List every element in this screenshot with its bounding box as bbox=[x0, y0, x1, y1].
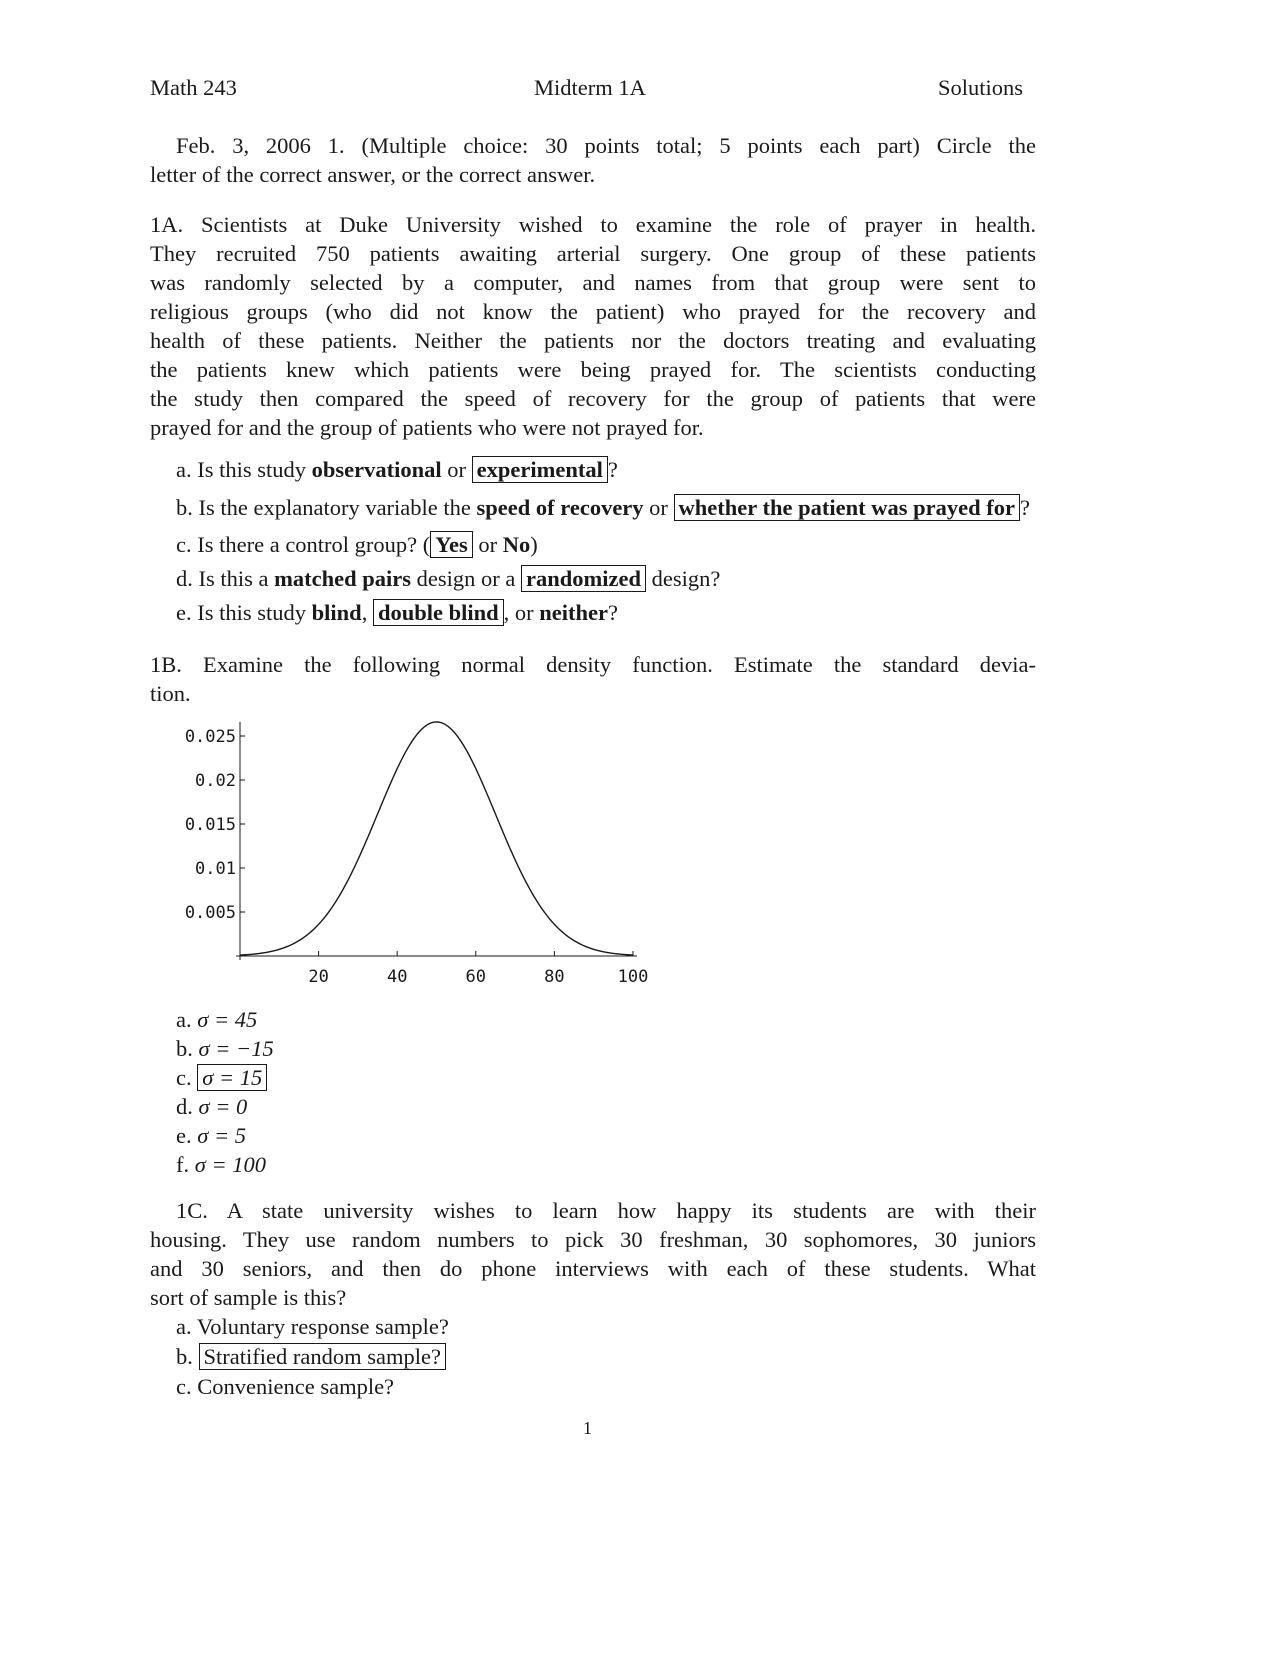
item-text: design? bbox=[645, 566, 721, 591]
choice-label: d. bbox=[176, 1094, 193, 1119]
x-tick-label: 40 bbox=[386, 967, 408, 987]
option-matched-pairs: matched pairs bbox=[274, 566, 411, 591]
choice-c bbox=[176, 1063, 274, 1092]
choice-label: b. bbox=[176, 1344, 193, 1369]
page-number: 1 bbox=[583, 1418, 592, 1438]
item-text: ) bbox=[530, 532, 538, 557]
choice-label: b. bbox=[176, 1036, 193, 1061]
answer-stratified: Stratified random sample? bbox=[199, 1343, 446, 1370]
item-text: or bbox=[441, 457, 472, 482]
q1a-line: health of these patients. Neither the patients nor the doctors treating and evaluating bbox=[150, 328, 1036, 353]
item-text: or bbox=[472, 532, 503, 557]
choice-value: Convenience sample? bbox=[197, 1374, 395, 1399]
choice-b bbox=[176, 1034, 274, 1063]
item-text: design or a bbox=[411, 566, 521, 591]
y-tick-label: 0.025 bbox=[184, 727, 236, 747]
q1a-line: the patients knew which patients were being prayed for. The scientists conducting bbox=[150, 357, 1036, 382]
item-text: ? bbox=[608, 600, 618, 625]
q1a-item-e bbox=[176, 598, 618, 627]
x-tick-label: 80 bbox=[544, 967, 565, 987]
choice-value: σ = 45 bbox=[197, 1007, 258, 1032]
course-label: Math 243 bbox=[150, 75, 237, 100]
choice-value: σ = 100 bbox=[194, 1152, 267, 1177]
item-text: c. Is there a control group? ( bbox=[176, 532, 431, 557]
y-tick-label: 0.02 bbox=[195, 771, 236, 791]
answer-randomized: randomized bbox=[521, 565, 646, 592]
choice-value: σ = −15 bbox=[198, 1036, 274, 1061]
choice-voluntary bbox=[176, 1312, 449, 1342]
choice-convenience bbox=[176, 1372, 449, 1402]
x-axis bbox=[236, 951, 648, 987]
choice-label: e. bbox=[176, 1123, 192, 1148]
q1a-line: the study then compared the speed of recovery for the group of patients that were bbox=[150, 386, 1036, 411]
choice-label: a. bbox=[176, 1314, 192, 1339]
item-text: b. Is the explanatory variable the bbox=[176, 495, 477, 520]
q1a-line: 1A. Scientists at Duke University wished to examine the role of prayer in health. bbox=[150, 212, 1036, 237]
q1a-line: was randomly selected by a computer, and names from that group were sent to bbox=[150, 270, 1036, 295]
intro-paragraph bbox=[150, 131, 1036, 189]
option-blind: blind bbox=[311, 600, 362, 625]
choice-label: c. bbox=[176, 1374, 192, 1399]
x-tick-label: 100 bbox=[617, 967, 649, 987]
item-text: e. Is this study bbox=[176, 600, 312, 625]
item-text: d. Is this a bbox=[176, 566, 275, 591]
y-tick-label: 0.01 bbox=[195, 859, 236, 879]
q1c-choices bbox=[176, 1312, 449, 1402]
density-curve bbox=[240, 722, 633, 955]
choice-d bbox=[176, 1092, 274, 1121]
option-no: No bbox=[502, 532, 531, 557]
y-axis bbox=[185, 722, 245, 960]
q1a-line: religious groups (who did not know the patient) who prayed for the recovery and bbox=[150, 299, 1036, 324]
choice-e bbox=[176, 1121, 274, 1150]
q1b-choices bbox=[176, 1005, 274, 1179]
choice-value: σ = 0 bbox=[198, 1094, 248, 1119]
choice-a bbox=[176, 1005, 274, 1034]
choice-stratified bbox=[176, 1342, 449, 1372]
intro-line: letter of the correct answer, or the correct answer. bbox=[150, 162, 596, 187]
q1c-line: housing. They use random numbers to pick 30 freshman, 30 sophomores, 30 juniors bbox=[150, 1227, 1036, 1252]
q1a-item-a bbox=[176, 455, 618, 484]
answer-sigma-15: σ = 15 bbox=[197, 1064, 267, 1091]
answer-yes: Yes bbox=[430, 531, 473, 558]
item-text: , or bbox=[503, 600, 540, 625]
x-tick-label: 60 bbox=[465, 967, 487, 987]
exam-title: Midterm 1A bbox=[534, 75, 646, 100]
y-tick-label: 0.015 bbox=[184, 815, 236, 835]
q1b-line: tion. bbox=[150, 681, 191, 706]
q1a-line: prayed for and the group of patients who were not prayed for. bbox=[150, 415, 704, 440]
item-text: ? bbox=[1019, 495, 1030, 520]
item-text: , bbox=[361, 600, 373, 625]
option-speed-of-recovery: speed of recovery bbox=[476, 495, 644, 520]
x-tick-label: 20 bbox=[308, 967, 329, 987]
choice-label: a. bbox=[176, 1007, 192, 1032]
answer-double-blind: double blind bbox=[373, 599, 504, 626]
q1c-line: 1C. A state university wishes to learn how happy its students are with their bbox=[176, 1198, 1036, 1223]
item-text: ? bbox=[607, 457, 618, 482]
option-neither: neither bbox=[539, 600, 608, 625]
solutions-label: Solutions bbox=[938, 75, 1024, 100]
q1b-line: 1B. Examine the following normal density function. Estimate the standard devia- bbox=[150, 652, 1036, 677]
option-observational: observational bbox=[311, 457, 442, 482]
choice-label: f. bbox=[176, 1152, 190, 1177]
choice-label: c. bbox=[176, 1065, 192, 1090]
intro-line: Feb. 3, 2006 1. (Multiple choice: 30 points total; 5 points each part) Circle the bbox=[176, 133, 1036, 158]
choice-f bbox=[176, 1150, 274, 1179]
item-text: or bbox=[643, 495, 674, 520]
q1a-item-c bbox=[176, 530, 538, 559]
choice-value: σ = 5 bbox=[197, 1123, 247, 1148]
normal-density-chart bbox=[170, 700, 670, 1000]
q1a-line: They recruited 750 patients awaiting arterial surgery. One group of these patients bbox=[150, 241, 1036, 266]
q1c-line: sort of sample is this? bbox=[150, 1285, 347, 1310]
answer-prayed-for: whether the patient was prayed for bbox=[674, 494, 1020, 521]
q1c-line: and 30 seniors, and then do phone interviews with each of these students. What bbox=[150, 1256, 1036, 1281]
question-1c-text bbox=[150, 1196, 1036, 1312]
q1a-item-d bbox=[176, 564, 720, 593]
item-text: a. Is this study bbox=[176, 457, 312, 482]
answer-experimental: experimental bbox=[472, 456, 608, 483]
question-1a-text bbox=[150, 210, 1036, 442]
choice-value: Voluntary response sample? bbox=[196, 1314, 449, 1339]
y-tick-label: 0.005 bbox=[184, 903, 236, 923]
q1a-item-b bbox=[176, 493, 1030, 522]
